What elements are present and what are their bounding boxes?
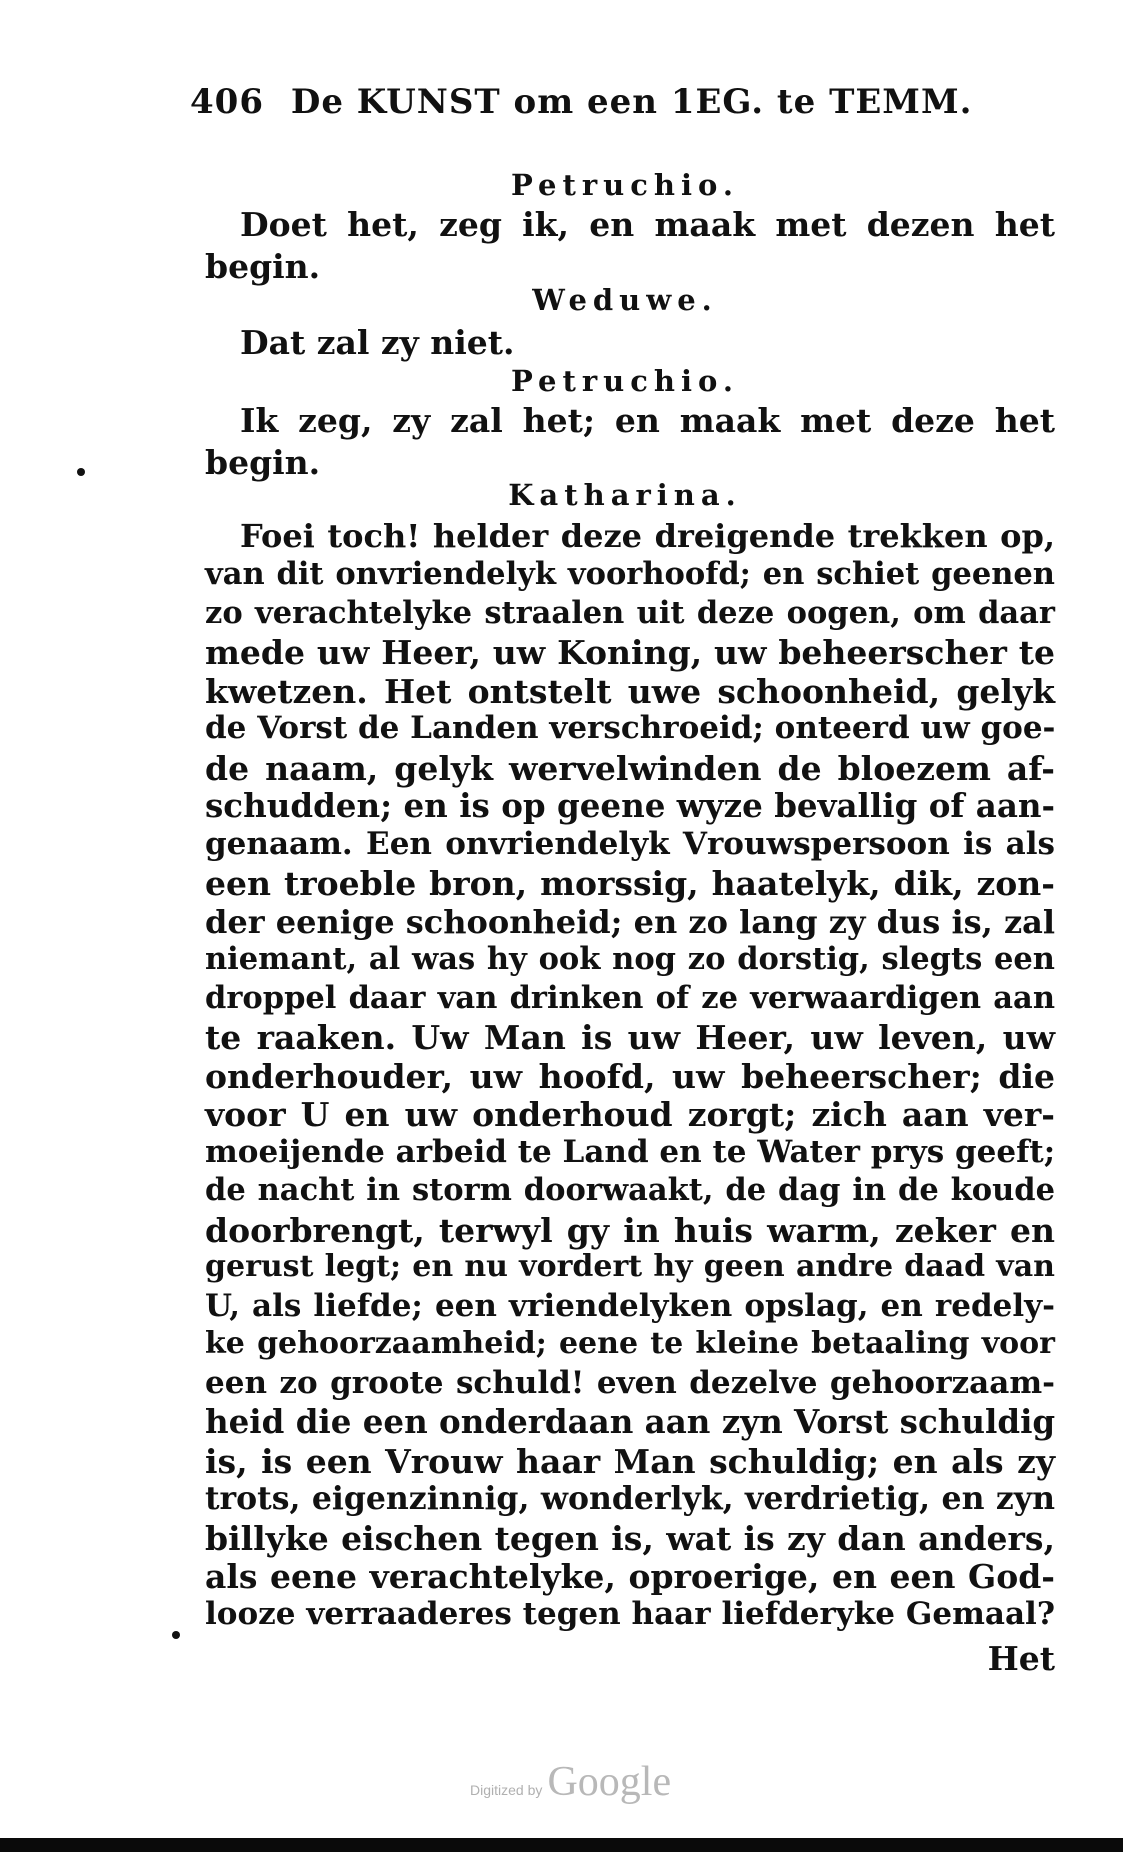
text-line: Ik zeg, zy zal het; en maak met deze het xyxy=(240,401,1055,440)
text-line: billyke eischen tegen is, wat is zy dan anders, xyxy=(205,1519,1055,1558)
google-logo: Google xyxy=(547,1759,672,1805)
text-line: moeijende arbeid te Land en te Water prys geeft; xyxy=(205,1134,1056,1170)
speaker-heading: Katharina. xyxy=(508,478,742,512)
text-line: een zo groote schuld! even dezelve gehoorzaam- xyxy=(205,1365,1055,1401)
digitized-by-google-watermark xyxy=(470,1758,710,1806)
text-line: de Vorst de Landen verschroeid; onteerd uw goe- xyxy=(205,710,1056,746)
text-line: schudden; en is op geene wyze bevallig of aan- xyxy=(205,786,1055,825)
text-line: begin. xyxy=(205,443,321,482)
text-line: als eene verachtelyke, oproerige, en een God- xyxy=(205,1557,1055,1596)
text-line: voor U en uw onderhoud zorgt; zich aan ver- xyxy=(205,1095,1055,1134)
text-line: de nacht in storm doorwaakt, de dag in de koude xyxy=(205,1172,1055,1208)
page-bottom-edge xyxy=(0,1838,1123,1852)
text-line: doorbrengt, terwyl gy in huis warm, zeker en xyxy=(205,1211,1055,1250)
text-line: een troeble bron, morssig, haatelyk, dik, zon- xyxy=(205,864,1055,903)
text-line: kwetzen. Het ontstelt uwe schoonheid, gelyk xyxy=(205,672,1055,711)
speaker-heading: Petruchio. xyxy=(511,168,739,202)
running-title: De KUNST om een 1EG. te TEMM. xyxy=(290,82,973,122)
text-line: genaam. Een onvriendelyk Vrouwspersoon is als xyxy=(205,826,1055,862)
digitized-by-label: Digitized by xyxy=(470,1782,543,1798)
text-line: zo verachtelyke straalen uit deze oogen, om daar xyxy=(205,595,1055,631)
running-header xyxy=(190,82,1060,122)
text-line: looze verraaderes tegen haar liefderyke Gemaal? xyxy=(205,1596,1055,1632)
text-line: gerust legt; en nu vordert hy geen andre daad van xyxy=(205,1249,1055,1284)
speaker-heading: Weduwe. xyxy=(532,283,718,317)
text-line: begin. xyxy=(205,247,321,286)
text-line: Foei toch! helder deze dreigende trekken op, xyxy=(240,517,1055,555)
text-line: ke gehoorzaamheid; eene te kleine betaaling voor xyxy=(205,1326,1055,1361)
page-number: 406 xyxy=(190,82,264,122)
speaker-heading: Petruchio. xyxy=(511,364,739,398)
ink-spot xyxy=(172,1631,180,1639)
ink-spot xyxy=(77,468,85,476)
text-line: is, is een Vrouw haar Man schuldig; en als zy xyxy=(205,1442,1055,1481)
text-line: de naam, gelyk wervelwinden de bloezem af- xyxy=(205,749,1055,788)
text-line: der eenige schoonheid; en zo lang zy dus is, zal xyxy=(205,903,1055,941)
text-line: heid die een onderdaan aan zyn Vorst schuldig xyxy=(205,1402,1056,1441)
text-line: onderhouder, uw hoofd, uw beheerscher; die xyxy=(205,1057,1055,1096)
text-line: mede uw Heer, uw Koning, uw beheerscher te xyxy=(205,633,1055,672)
text-line: U, als liefde; een vriendelyken opslag, en redely- xyxy=(205,1288,1055,1324)
text-line: van dit onvriendelyk voorhoofd; en schiet geenen xyxy=(205,556,1055,592)
text-line: droppel daar van drinken of ze verwaardigen aan xyxy=(205,980,1055,1016)
text-line: trots, eigenzinnig, wonderlyk, verdrietig, en zyn xyxy=(205,1480,1055,1517)
text-line: te raaken. Uw Man is uw Heer, uw leven, uw xyxy=(205,1018,1055,1057)
text-line: niemant, al was hy ook nog zo dorstig, slegts een xyxy=(205,941,1055,977)
catchword: Het xyxy=(987,1639,1055,1678)
text-line: Dat zal zy niet. xyxy=(240,323,515,362)
text-line: Doet het, zeg ik, en maak met dezen het xyxy=(240,205,1055,244)
